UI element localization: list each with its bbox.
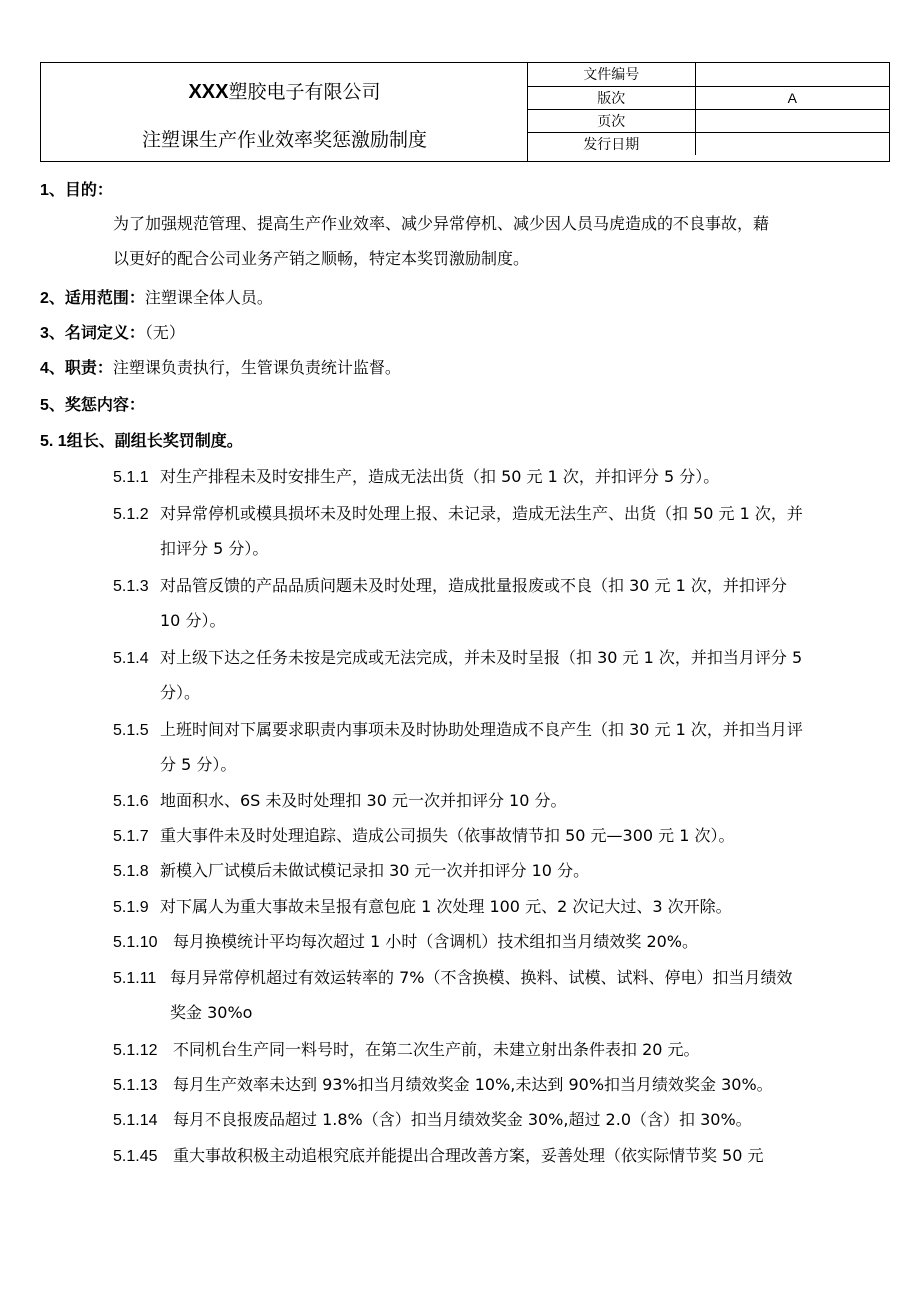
document-header [40,62,890,162]
rule-text: 重大事故积极主动追根究底并能提出合理改善方案，妥善处理（依实际情节奖 50 元 [173,1146,764,1165]
rule-number: 5.1.9 [113,899,149,916]
meta-label: 发行日期 [528,132,695,155]
meta-label: 版次 [528,86,695,109]
rule-text: 新模入厂试模后未做试模记录扣 30 元一次并扣评分 10 分。 [160,861,590,880]
rule-number: 5.1.3 [113,578,149,595]
rule-number: 5.1.11 [113,970,157,987]
rule-text: 对异常停机或模具损坏未及时处理上报、未记录，造成无法生产、出货（扣 50 元 1 次，并 [160,504,803,523]
rule-text-continued: 10 分）。 [160,611,226,630]
meta-row-doc-number [528,63,889,86]
rule-text: 对下属人为重大事故未呈报有意包庇 1 次处理 100 元、2 次记大过、3 次开除。 [160,897,732,916]
rule-item [113,1107,752,1130]
subsection-team-leader-rules: 5. 1组长、副组长奖罚制度。 [40,431,243,450]
rule-number: 5.1.45 [113,1148,158,1165]
meta-row-version [528,86,889,109]
rule-item [113,645,802,668]
rule-number: 5.1.13 [113,1077,158,1094]
meta-value [695,63,889,86]
rule-number: 5.1.7 [113,828,149,845]
document-meta-table [528,63,889,155]
rule-number: 5.1.4 [113,650,149,667]
rule-text: 每月换模统计平均每次超过 1 小时（含调机）技术组扣当月绩效奖 20%。 [173,932,699,951]
rule-text: 每月生产效率未达到 93%扣当月绩效奖金 10%,未达到 90%扣当月绩效奖金 30%。 [173,1075,773,1094]
rule-text-continued: 分）。 [160,683,201,702]
rule-item [113,717,803,740]
rule-text: 对上级下达之任务未按是完成或无法完成，并未及时呈报（扣 30 元 1 次，并扣当月评分 5 [160,648,803,667]
rule-text: 对品管反馈的产品品质问题未及时处理，造成批量报废或不良（扣 30 元 1 次，并扣评分 [160,576,787,595]
purpose-paragraph-line-2: 以更好的配合公司业务产销之顺畅，特定本奖罚激励制度。 [113,249,530,268]
rule-text-continued: 分 5 分）。 [160,755,237,774]
document-title: 注塑课生产作业效率奖惩激励制度 [141,129,427,151]
rule-item [113,1037,700,1060]
rule-number: 5.1.6 [113,793,149,810]
section-purpose-heading: 1、目的： [40,180,113,199]
rule-item [113,965,792,988]
meta-value: A [695,86,889,109]
rule-text-continued: 奖金 30%o [170,1003,253,1022]
rule-number: 5.1.2 [113,506,149,523]
rule-item [113,823,735,846]
section-responsibilities: 4、职责：注塑课负责执行，生管课负责统计监督。 [40,358,401,377]
purpose-paragraph-line-1: 为了加强规范管理、提高生产作业效率、减少异常停机、减少因人员马虎造成的不良事故，藉 [113,214,770,233]
rule-text: 地面积水、6S 未及时处理扣 30 元一次并扣评分 10 分。 [160,791,567,810]
rule-text-continued: 扣评分 5 分）。 [160,539,269,558]
rule-item [113,929,698,952]
rule-text: 对生产排程未及时安排生产，造成无法出货（扣 50 元 1 次，并扣评分 5 分）。 [160,467,720,486]
section-rewards-penalties: 5、奖惩内容： [40,395,145,414]
rule-text: 重大事件未及时处理追踪、造成公司损失（依事故情节扣 50 元—300 元 1 次）。 [160,826,735,845]
rule-item [113,501,803,524]
section-scope: 2、适用范围：注塑课全体人员。 [40,288,273,307]
rule-item [113,858,589,881]
rule-number: 5.1.12 [113,1042,158,1059]
section-definitions: 3、名词定义：（无） [40,323,185,342]
rule-number: 5.1.10 [113,934,158,951]
company-name: XXX塑胶电子有限公司 [188,81,381,103]
rule-number: 5.1.14 [113,1112,158,1129]
rule-text: 每月异常停机超过有效运转率的 7%（不含换模、换料、试模、试料、停电）扣当月绩效 [170,968,793,987]
rule-text: 不同机台生产同一料号时，在第二次生产前，未建立射出条件表扣 20 元。 [173,1040,700,1059]
rule-item [113,894,732,917]
rule-item [113,464,719,487]
rule-item [113,788,567,811]
rule-number: 5.1.1 [113,469,149,486]
meta-value [695,132,889,155]
rule-item [113,573,787,596]
meta-label: 文件编号 [528,63,695,86]
rule-text: 上班时间对下属要求职责内事项未及时协助处理造成不良产生（扣 30 元 1 次，并扣当月评 [160,720,803,739]
rule-item [113,1072,773,1095]
meta-value [695,109,889,132]
meta-row-page [528,109,889,132]
rule-number: 5.1.5 [113,722,149,739]
rule-number: 5.1.8 [113,863,149,880]
rule-text: 每月不良报废品超过 1.8%（含）扣当月绩效奖金 30%,超过 2.0（含）扣 30%。 [173,1110,752,1129]
rule-item [113,1143,764,1166]
header-title-area [41,63,528,161]
meta-label: 页次 [528,109,695,132]
meta-row-issue-date [528,132,889,155]
